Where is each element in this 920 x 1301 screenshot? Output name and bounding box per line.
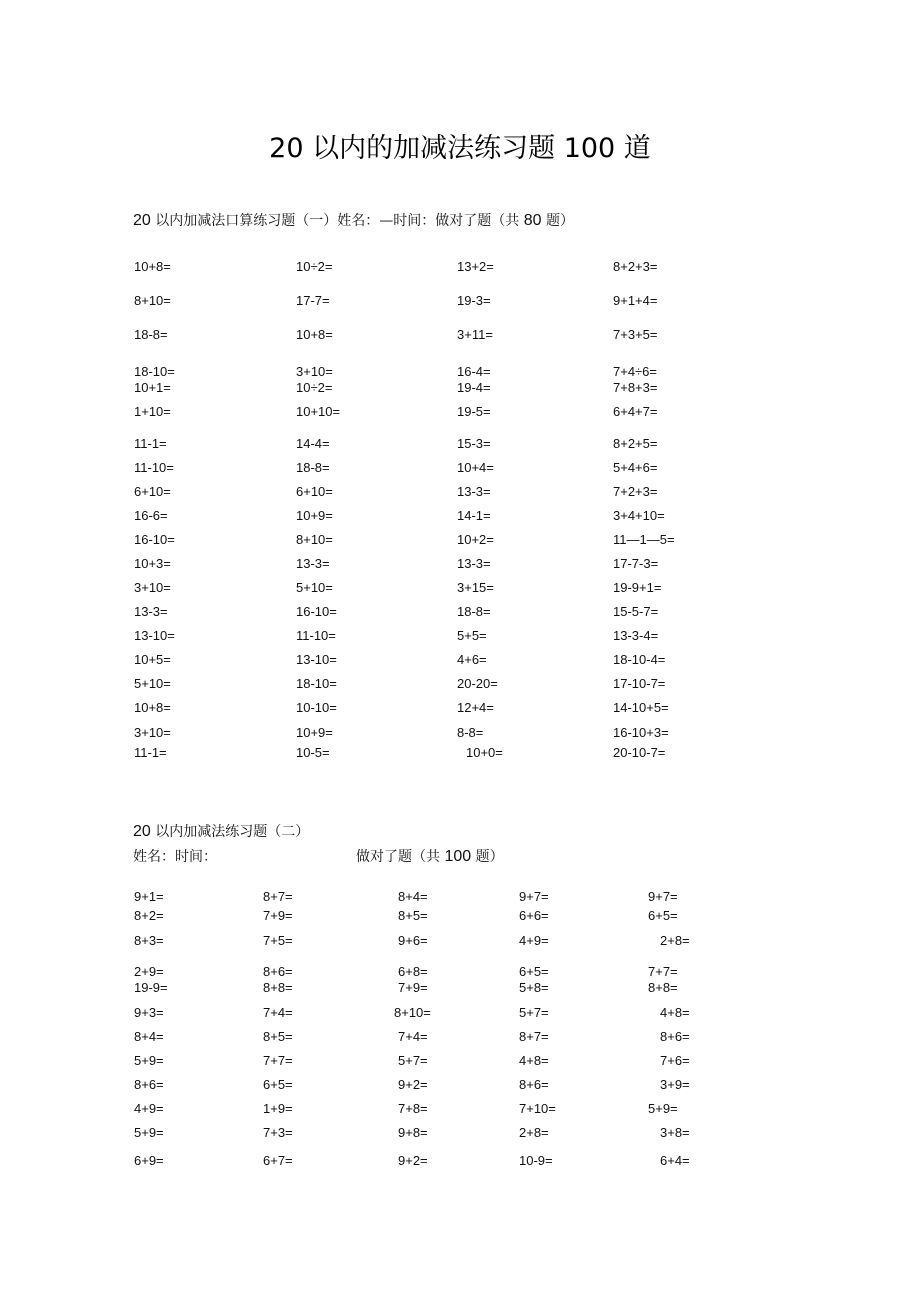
section1-problem: 8+2+5= bbox=[613, 436, 658, 451]
section1-problem: 3+4+10= bbox=[613, 508, 665, 523]
section1-problem: 7+3+5= bbox=[613, 327, 658, 342]
section2-heading bbox=[133, 822, 309, 842]
section2-problem: 19-9= bbox=[134, 980, 168, 995]
section2-problem: 8+5= bbox=[263, 1029, 293, 1044]
section1-heading bbox=[133, 211, 574, 231]
section2-problem: 8+4= bbox=[398, 889, 428, 904]
section1-problem: 3+15= bbox=[457, 580, 494, 595]
section1-problem: 3+10= bbox=[134, 725, 171, 740]
section1-problem: 14-10+5= bbox=[613, 700, 669, 715]
section2-problem: 4+8= bbox=[660, 1005, 690, 1020]
section2-problem: 8+5= bbox=[398, 908, 428, 923]
section1-problem: 10+3= bbox=[134, 556, 171, 571]
section1-problem: 5+10= bbox=[296, 580, 333, 595]
section1-problem: 11-10= bbox=[134, 460, 174, 475]
section2-problem: 7+6= bbox=[660, 1053, 690, 1068]
section2-problem: 7+9= bbox=[263, 908, 293, 923]
section1-problem: 18-8= bbox=[134, 327, 168, 342]
page-title: 20 以内的加减法练习题 100 道 bbox=[269, 133, 651, 164]
section2-problem: 7+3= bbox=[263, 1125, 293, 1140]
section1-problem: 3+11= bbox=[457, 327, 493, 342]
section2-name-time: 姓名：时间： bbox=[133, 849, 217, 865]
section1-problem: 18-10-4= bbox=[613, 652, 666, 667]
section1-problem: 12+4= bbox=[457, 700, 494, 715]
section2-problem: 9+6= bbox=[398, 933, 428, 948]
section1-problem: 11-10= bbox=[296, 628, 336, 643]
section1-problem: 10+1= bbox=[134, 380, 171, 395]
section2-problem: 6+6= bbox=[519, 908, 549, 923]
section2-problem: 8+7= bbox=[263, 889, 293, 904]
section1-problem: 13-10= bbox=[134, 628, 175, 643]
section2-problem: 10-9= bbox=[519, 1153, 553, 1168]
section1-problem: 7+2+3= bbox=[613, 484, 658, 499]
section1-problem: 19-5= bbox=[457, 404, 491, 419]
section2-problem: 2+8= bbox=[519, 1125, 549, 1140]
section2-problem: 7+5= bbox=[263, 933, 293, 948]
section2-problem: 6+5= bbox=[519, 964, 549, 979]
section1-problem: 14-4= bbox=[296, 436, 330, 451]
section2-problem: 6+5= bbox=[263, 1077, 293, 1092]
section2-problem: 9+7= bbox=[519, 889, 549, 904]
section1-problem: 14-1= bbox=[457, 508, 491, 523]
section1-problem: 5+5= bbox=[457, 628, 487, 643]
section1-problem: 20-20= bbox=[457, 676, 498, 691]
section2-problem: 4+9= bbox=[519, 933, 549, 948]
section2-score-count: 100 bbox=[444, 848, 472, 865]
section2-problem: 9+2= bbox=[398, 1077, 428, 1092]
section1-problem: 11—1—5= bbox=[613, 532, 675, 547]
section2-problem: 3+9= bbox=[660, 1077, 690, 1092]
section2-problem: 7+4= bbox=[263, 1005, 293, 1020]
section1-problem: 5+10= bbox=[134, 676, 171, 691]
section2-score-end: 题） bbox=[471, 849, 504, 865]
section2-problem: 8+7= bbox=[519, 1029, 549, 1044]
section1-problem: 19-3= bbox=[457, 293, 491, 308]
section2-problem: 9+8= bbox=[398, 1125, 428, 1140]
section1-problem: 13+2= bbox=[457, 259, 494, 274]
section2-problem: 8+6= bbox=[660, 1029, 690, 1044]
section1-problem: 8+10= bbox=[134, 293, 171, 308]
section2-problem: 3+8= bbox=[660, 1125, 690, 1140]
section2-problem: 8+6= bbox=[134, 1077, 164, 1092]
section1-problem: 10+10= bbox=[296, 404, 341, 419]
section1-problem: 7+4÷6= bbox=[613, 364, 658, 379]
section2-problem: 2+8= bbox=[660, 933, 690, 948]
section1-problem: 10+5= bbox=[134, 652, 171, 667]
section1-problem: 16-4= bbox=[457, 364, 491, 379]
section2-heading-text: 以内加减法练习题（二） bbox=[150, 824, 310, 840]
section1-problem: 13-3-4= bbox=[613, 628, 659, 643]
section2-heading-num: 20 bbox=[133, 823, 151, 840]
section1-problem: 19-4= bbox=[457, 380, 491, 395]
section1-problem: 17-10-7= bbox=[613, 676, 666, 691]
section2-problem: 2+9= bbox=[134, 964, 164, 979]
section2-problem: 6+7= bbox=[263, 1153, 293, 1168]
section2-problem: 9+3= bbox=[134, 1005, 164, 1020]
section1-problem: 10-5= bbox=[296, 745, 330, 760]
section2-problem: 7+10= bbox=[519, 1101, 556, 1116]
section2-problem: 9+7= bbox=[648, 889, 678, 904]
section1-problem: 3+10= bbox=[134, 580, 171, 595]
section2-problem: 6+4= bbox=[660, 1153, 690, 1168]
section2-score-text: 做对了题（共 bbox=[356, 849, 445, 865]
section2-problem: 1+9= bbox=[263, 1101, 293, 1116]
section1-problem: 15-5-7= bbox=[613, 604, 659, 619]
section2-problem: 5+9= bbox=[134, 1125, 164, 1140]
section1-problem: 10÷2= bbox=[296, 380, 333, 395]
section1-problem: 13-3= bbox=[457, 484, 491, 499]
section1-problem: 19-9+1= bbox=[613, 580, 662, 595]
section2-problem: 7+9= bbox=[398, 980, 428, 995]
section1-problem: 8-8= bbox=[457, 725, 484, 740]
section2-problem: 8+2= bbox=[134, 908, 164, 923]
section2-problem: 4+8= bbox=[519, 1053, 549, 1068]
section1-problem: 10-10= bbox=[296, 700, 337, 715]
section2-problem: 8+4= bbox=[134, 1029, 164, 1044]
section1-problem: 10+8= bbox=[296, 327, 333, 342]
section2-problem: 5+9= bbox=[648, 1101, 678, 1116]
section2-problem: 6+8= bbox=[398, 964, 428, 979]
section1-problem: 16-10= bbox=[134, 532, 175, 547]
section2-problem: 5+8= bbox=[519, 980, 549, 995]
section1-problem: 13-3= bbox=[134, 604, 168, 619]
section2-problem: 8+3= bbox=[134, 933, 164, 948]
section1-problem: 13-10= bbox=[296, 652, 337, 667]
section1-problem: 18-10= bbox=[134, 364, 175, 379]
section1-problem: 6+10= bbox=[134, 484, 171, 499]
section1-problem: 18-8= bbox=[296, 460, 330, 475]
section1-problem: 10+8= bbox=[134, 259, 171, 274]
section1-problem: 10+9= bbox=[296, 508, 333, 523]
section1-heading-end: 题） bbox=[541, 213, 574, 229]
section2-problem: 5+7= bbox=[519, 1005, 549, 1020]
section1-problem: 15-3= bbox=[457, 436, 491, 451]
section1-problem: 1+10= bbox=[134, 404, 171, 419]
section2-problem: 7+7= bbox=[263, 1053, 293, 1068]
section2-problem: 7+7= bbox=[648, 964, 678, 979]
section1-problem: 18-10= bbox=[296, 676, 337, 691]
section1-problem: 10+8= bbox=[134, 700, 171, 715]
section2-problem: 8+8= bbox=[648, 980, 678, 995]
section1-problem: 11-1= bbox=[134, 436, 167, 451]
section2-problem: 8+6= bbox=[263, 964, 293, 979]
section1-problem: 8+10= bbox=[296, 532, 333, 547]
section2-problem: 5+9= bbox=[134, 1053, 164, 1068]
section2-problem: 4+9= bbox=[134, 1101, 164, 1116]
section1-problem: 9+1+4= bbox=[613, 293, 658, 308]
section1-problem: 3+10= bbox=[296, 364, 333, 379]
section1-problem: 20-10-7= bbox=[613, 745, 666, 760]
section1-problem: 7+8+3= bbox=[613, 380, 658, 395]
section1-problem: 6+10= bbox=[296, 484, 333, 499]
section2-problem: 7+4= bbox=[398, 1029, 428, 1044]
section2-problem: 8+8= bbox=[263, 980, 293, 995]
section1-problem: 18-8= bbox=[457, 604, 491, 619]
section1-problem: 16-10= bbox=[296, 604, 337, 619]
section2-problem: 8+10= bbox=[394, 1005, 431, 1020]
section1-problem: 13-3= bbox=[457, 556, 491, 571]
section1-problem: 10÷2= bbox=[296, 259, 333, 274]
section1-problem: 8+2+3= bbox=[613, 259, 658, 274]
section1-heading-count: 80 bbox=[523, 212, 542, 229]
section1-problem: 10+9= bbox=[296, 725, 333, 740]
section1-problem: 4+6= bbox=[457, 652, 487, 667]
section2-problem: 6+5= bbox=[648, 908, 678, 923]
section2-problem: 6+9= bbox=[134, 1153, 164, 1168]
section1-problem: 10+4= bbox=[457, 460, 494, 475]
section1-problem: 13-3= bbox=[296, 556, 330, 571]
section2-problem: 5+7= bbox=[398, 1053, 428, 1068]
section1-problem: 6+4+7= bbox=[613, 404, 658, 419]
section2-score bbox=[356, 847, 504, 867]
section2-problem: 7+8= bbox=[398, 1101, 428, 1116]
section1-heading-num: 20 bbox=[133, 212, 151, 229]
section1-heading-text: 以内加减法口算练习题（一）姓名：—时间：做对了题（共 bbox=[150, 213, 524, 229]
section1-problem: 10+0= bbox=[466, 745, 503, 760]
section1-problem: 16-10+3= bbox=[613, 725, 669, 740]
section1-problem: 17-7= bbox=[296, 293, 330, 308]
section1-problem: 10+2= bbox=[457, 532, 494, 547]
section1-problem: 11-1= bbox=[134, 745, 167, 760]
section2-problem: 9+2= bbox=[398, 1153, 428, 1168]
section1-problem: 5+4+6= bbox=[613, 460, 658, 475]
section2-problem: 8+6= bbox=[519, 1077, 549, 1092]
section2-problem: 9+1= bbox=[134, 889, 164, 904]
section1-problem: 16-6= bbox=[134, 508, 168, 523]
section1-problem: 17-7-3= bbox=[613, 556, 659, 571]
